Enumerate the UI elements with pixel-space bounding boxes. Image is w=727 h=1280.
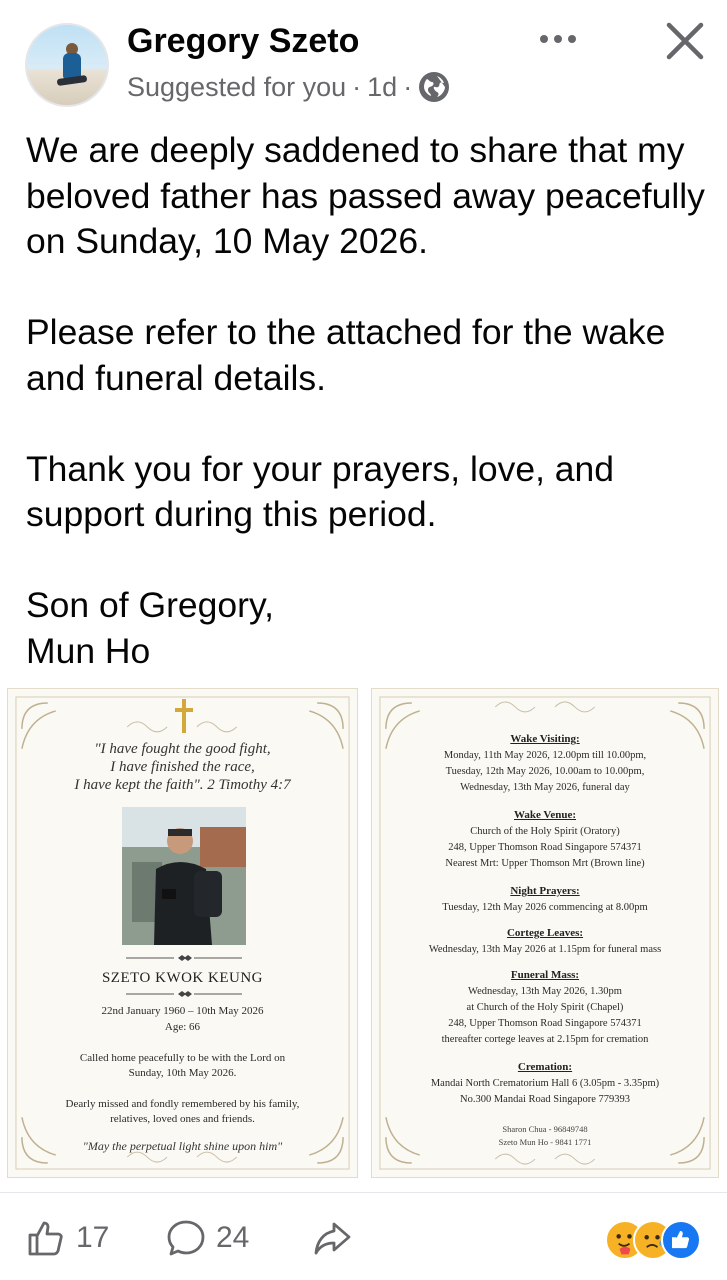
remembered-text: relatives, loved ones and friends.: [110, 1113, 255, 1125]
post-header: [0, 0, 727, 112]
deceased-photo: [122, 807, 246, 945]
called-home-text: Called home peacefully to be with the Lord on: [79, 1052, 286, 1064]
like-button[interactable]: [26, 1218, 109, 1258]
post-actions: [0, 1200, 727, 1280]
scripture-quote-line: "I have fought the good fight,: [94, 741, 271, 757]
remembered-text: Dearly missed and fondly remembered by his family,: [65, 1098, 300, 1110]
called-home-text: Sunday, 10th May 2026.: [128, 1067, 237, 1079]
comment-bubble-icon: [166, 1218, 206, 1258]
wake-venue-line: Church of the Holy Spirit (Oratory): [470, 826, 620, 837]
post-message: [26, 128, 706, 674]
post-paragraph: We are deeply saddened to share that my beloved father has passed away peacefully on Sunday, 10 May 2026.: [26, 130, 705, 261]
author-avatar[interactable]: [25, 23, 109, 107]
suggested-label: Suggested for you: [127, 71, 347, 102]
footer-divider: [0, 1192, 727, 1193]
comment-count: 24: [216, 1221, 250, 1254]
wake-venue-title: Wake Venue:: [513, 809, 577, 821]
wake-visiting-line: Monday, 11th May 2026, 12.00pm till 10.00pm,: [443, 750, 647, 761]
divider-ornament: [126, 989, 242, 999]
closing-prayer: "May the perpetual light shine upon him": [82, 1139, 283, 1153]
wake-visiting-line: Tuesday, 12th May 2026, 10.00am to 10.00pm,: [445, 766, 645, 777]
night-prayers-title: Night Prayers:: [510, 885, 580, 897]
funeral-mass-line: thereafter cortege leaves at 2.15pm for cremation: [441, 1034, 649, 1045]
post-signature: Son of Gregory, Mun Ho: [26, 585, 274, 671]
share-arrow-icon: [312, 1218, 352, 1258]
post-paragraph: Please refer to the attached for the wake and funeral details.: [26, 312, 666, 398]
contact-line: Sharon Chua - 96849748: [502, 1124, 588, 1134]
age: Age: 66: [164, 1021, 201, 1033]
post-meta: [127, 71, 450, 103]
share-button[interactable]: [312, 1218, 352, 1258]
scripture-quote-line: I have kept the faith". 2 Timothy 4:7: [74, 777, 291, 793]
wake-visiting-title: Wake Visiting:: [510, 733, 580, 745]
cortege-line: Wednesday, 13th May 2026 at 1.15pm for funeral mass: [428, 944, 662, 955]
meta-separator: ·: [352, 71, 362, 102]
comment-button[interactable]: [166, 1218, 249, 1258]
cremation-line: No.300 Mandai Road Singapore 779393: [459, 1094, 631, 1105]
funeral-mass-line: at Church of the Holy Spirit (Chapel): [466, 1002, 624, 1013]
funeral-mass-title: Funeral Mass:: [510, 969, 580, 981]
cremation-line: Mandai North Crematorium Hall 6 (3.05pm - 3.35pm): [430, 1078, 660, 1089]
night-prayers-line: Tuesday, 12th May 2026 commencing at 8.00pm: [442, 902, 648, 913]
post-time[interactable]: 1d: [367, 71, 398, 102]
divider-ornament: [126, 953, 242, 963]
like-reaction-icon: [661, 1220, 701, 1260]
obituary-left-card: [7, 688, 358, 1178]
author-name[interactable]: Gregory Szeto: [127, 22, 360, 60]
wake-visiting-line: Wednesday, 13th May 2026, funeral day: [460, 782, 630, 793]
cortege-title: Cortege Leaves:: [506, 927, 584, 939]
like-count: 17: [76, 1221, 110, 1254]
cross-icon: [173, 699, 195, 733]
thumbs-up-icon: [26, 1218, 66, 1258]
life-dates: 22nd January 1960 – 10th May 2026: [101, 1005, 264, 1017]
reaction-summary[interactable]: [605, 1220, 705, 1260]
contact-line: Szeto Mun Ho - 9841 1771: [498, 1137, 592, 1147]
wake-venue-line: Nearest Mrt: Upper Thomson Mrt (Brown line): [445, 858, 645, 869]
deceased-name: SZETO KWOK KEUNG: [101, 970, 264, 986]
attached-image[interactable]: [0, 685, 727, 1182]
cremation-title: Cremation:: [517, 1061, 573, 1073]
funeral-mass-line: 248, Upper Thomson Road Singapore 574371: [448, 1018, 642, 1029]
wake-venue-line: 248, Upper Thomson Road Singapore 574371: [448, 842, 642, 853]
meta-separator: ·: [403, 71, 413, 102]
scripture-quote-line: I have finished the race,: [110, 759, 255, 775]
globe-icon: [418, 71, 450, 103]
more-horizontal-icon[interactable]: [537, 22, 579, 56]
close-icon[interactable]: [664, 20, 706, 62]
obituary-right-card: [371, 688, 719, 1178]
funeral-mass-line: Wednesday, 13th May 2026, 1.30pm: [468, 986, 622, 997]
post-paragraph: Thank you for your prayers, love, and support during this period.: [26, 448, 615, 534]
